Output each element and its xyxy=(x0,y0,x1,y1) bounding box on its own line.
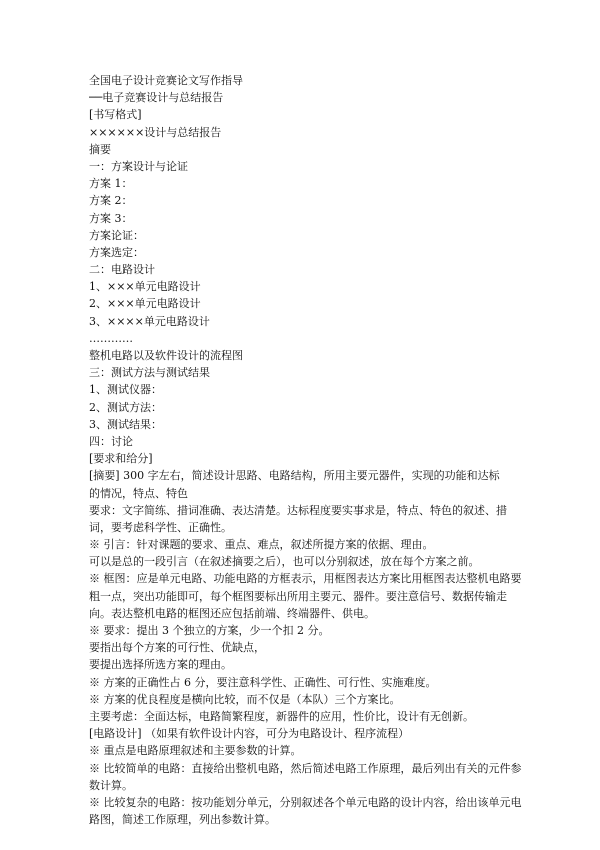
report-title-line: ××××××设计与总结报告 xyxy=(89,125,222,139)
scheme-3-line: 方案 3： xyxy=(89,211,133,225)
scheme-1-line: 方案 1： xyxy=(89,177,133,191)
circuit-item-1: 1、×××单元电路设计 xyxy=(89,280,201,294)
paragraph-line: ※ 比较简单的电路：直接给出整机电路，然后简述电路工作原理，最后列出有关的元件参 xyxy=(89,761,522,775)
doc-title: 全国电子设计竞赛论文写作指导 xyxy=(89,74,243,87)
paragraph-line: 主要考虑：全面达标，电路简繁程度，新器件的应用，性价比，设计有无创新。 xyxy=(89,709,474,723)
circuit-design-heading: [电路设计] （如果有软件设计内容，可分为电路设计、程序流程） xyxy=(89,727,410,741)
document-body xyxy=(89,72,523,828)
paragraph-line: 要提出选择所选方案的理由。 xyxy=(89,658,232,672)
test-item-2: 2、测试方法： xyxy=(89,400,162,414)
section-two-heading: 二：电路设计 xyxy=(89,263,155,277)
paragraph-line: 粗一点，突出功能即可，每个框图要标出所用主要元、器件。要注意信号、数据传输走 xyxy=(89,589,507,603)
paragraph-line: 词，要考虑科学性、正确性。 xyxy=(89,520,232,534)
paragraph-line: 要指出每个方案的可行性、优缺点， xyxy=(89,641,265,655)
ellipsis-line: ………… xyxy=(89,331,133,345)
circuit-item-3: 3、××××单元电路设计 xyxy=(89,314,210,328)
paragraph-line: 可以是总的一段引言（在叙述摘要之后），也可以分别叙述，放在每个方案之前。 xyxy=(89,555,480,569)
section-three-heading: 三：测试方法与测试结果 xyxy=(89,366,210,380)
paragraph-line: ※ 重点是电路原理叙述和主要参数的计算。 xyxy=(89,744,302,758)
doc-subtitle: ──电子竞赛设计与总结报告 xyxy=(89,91,224,105)
paragraph-line: 数计算。 xyxy=(89,778,133,792)
paragraph-line: 要求：文字简练、措词准确、表达清楚。达标程度要实事求是，特点、特色的叙述、措 xyxy=(89,503,507,517)
scheme-argument-line: 方案论证： xyxy=(89,228,144,242)
section-one-heading: 一：方案设计与论证 xyxy=(89,159,188,173)
circuit-item-2: 2、×××单元电路设计 xyxy=(89,297,201,311)
paragraph-line: 的情况，特点、特色 xyxy=(89,486,188,500)
abstract-heading: 摘要 xyxy=(89,142,111,156)
scheme-2-line: 方案 2： xyxy=(89,194,133,208)
paragraph-line: [摘要] 300 字左右，简述设计思路、电路结构，所用主要元器件，实现的功能和达标 xyxy=(89,469,500,483)
requirements-heading: [要求和给分] xyxy=(89,452,153,466)
paragraph-line: ※ 方案的正确性占 6 分，要注意科学性、正确性、可行性、实施难度。 xyxy=(89,675,437,689)
test-item-3: 3、测试结果： xyxy=(89,417,162,431)
paragraph-line: 路图，简述工作原理，列出参数计算。 xyxy=(89,813,276,827)
section-four-heading: 四：讨论 xyxy=(89,434,133,448)
paragraph-line: ※ 框图：应是单元电路、功能电路的方框表示，用框图表达方案比用框图表达整机电路要 xyxy=(89,572,522,586)
paragraph-line: ※ 要求：提出 3 个独立的方案，少一个扣 2 分。 xyxy=(89,624,330,637)
section-format-heading: [书写格式] xyxy=(89,108,142,122)
paragraph-line: 向。表达整机电路的框图还应包括前端、终端器件、供电。 xyxy=(89,606,375,620)
paragraph-line: ※ 比较复杂的电路：按功能划分单元，分别叙述各个单元电路的设计内容，给出该单元电 xyxy=(89,795,522,809)
flowchart-line: 整机电路以及软件设计的流程图 xyxy=(89,349,243,362)
paragraph-line: ※ 方案的优良程度是横向比较，而不仅是（本队）三个方案比。 xyxy=(89,692,401,706)
paragraph-line: ※ 引言：针对课题的要求、重点、难点，叙述所提方案的依据、理由。 xyxy=(89,538,434,552)
test-item-1: 1、测试仪器： xyxy=(89,383,162,397)
scheme-selected-line: 方案选定： xyxy=(89,245,144,259)
